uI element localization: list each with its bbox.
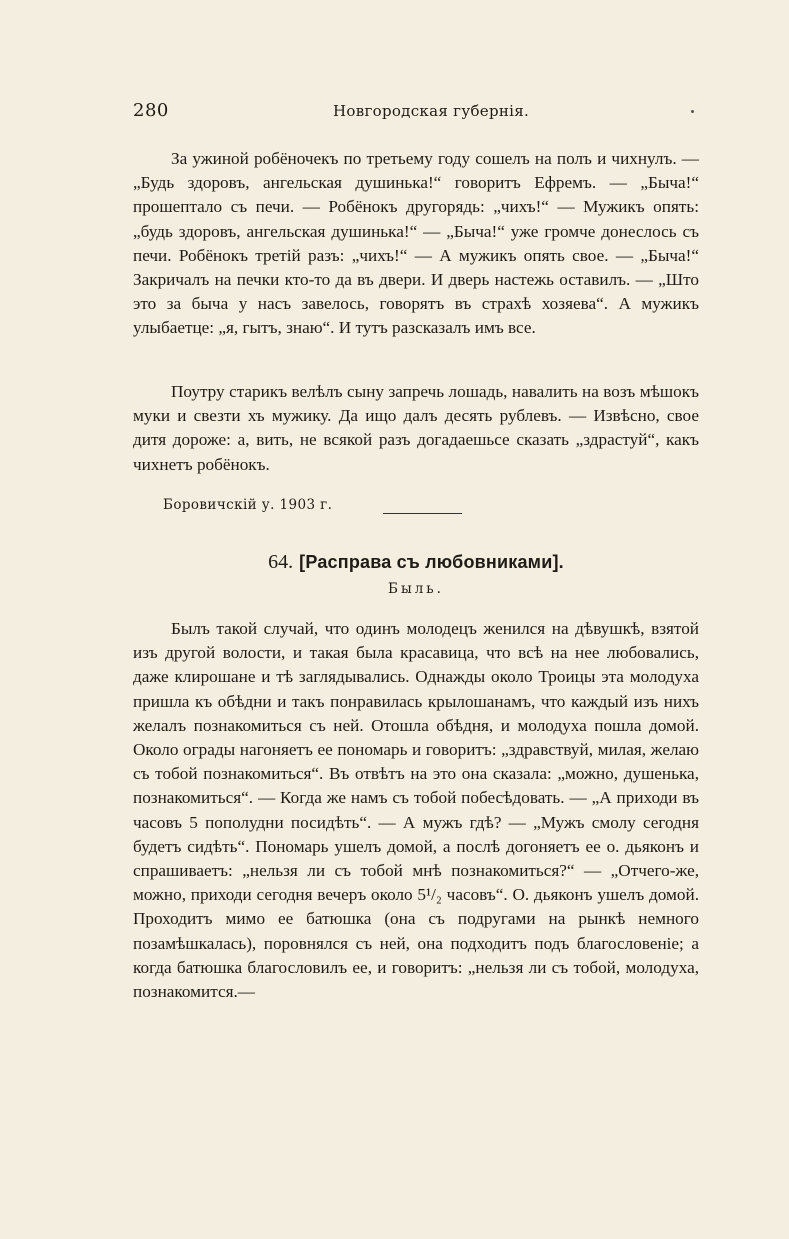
story-number: 64.	[268, 551, 294, 573]
page-number: 280	[133, 100, 169, 121]
page-header	[133, 100, 693, 126]
story-title: [Расправа съ любовниками].	[299, 552, 564, 572]
paragraph-text: За ужиной робёночекъ по третьему году сошелъ на полъ и чихнулъ. — „Будь здоровъ, ангельская душинька!“ говоритъ Ефремъ. — „Быча!“ прошептало съ печи. — Робёнокъ другорядь: „чихъ!“ — Мужикъ опять: „будь здоровъ, ангельская душинька!“ — „Быча!“ уже громче донеслось съ печи. Робёнокъ третій разъ: „чихъ!“ — А мужикъ опять свое. — „Быча!“ Закричалъ на печки кто-то да въ двери. И дверь настежь оставилъ. — „Што это за быча у насъ завелось, говорятъ въ страхѣ хозяева“. А мужикъ улыбаетце: „я, гытъ, знаю“. И тутъ разсказалъ имъ все.	[133, 149, 699, 338]
source-signature: Боровичскій у. 1903 г.	[163, 497, 333, 513]
story-body	[133, 617, 699, 1004]
story-genre: Быль.	[388, 581, 444, 597]
paragraph-2	[133, 380, 699, 477]
section-divider	[383, 513, 462, 514]
speck-mark	[691, 110, 694, 113]
paragraph-1	[133, 147, 699, 341]
paragraph-text: Былъ такой случай, что одинъ молодецъ женился на дѣвушкѣ, взятой изъ другой волости, и такая была красавица, что всѣ на нее любовались, даже клирошане и тѣ заглядывались. Однажды около Троицы эта молодуха пришла къ обѣдни и такъ понравилась крылошанамъ, что каждый изъ нихъ желалъ познакомиться съ ней. Отошла обѣдня, и молодуха пошла домой. Около ограды нагоняетъ ее пономарь и говоритъ: „здравствуй, милая, желаю съ тобой познакомиться“. Въ отвѣтъ на это она сказала: „можно, душенька, познакомиться“. — Когда же намъ съ тобой побесѣдовать. — „А приходи въ часовъ 5 пополудни посидѣть“. — А мужъ гдѣ? — „Мужъ смолу сегодня будетъ сидѣть“. Пономарь ушелъ домой, а послѣ догоняетъ ее о. дьяконъ и спрашиваетъ: „нельзя ли съ тобой мнѣ познакомиться?“ — „Отчего-же, можно, приходи сегодня вечеръ около 5¹/₂ часовъ“. О. дьяконъ ушелъ домой. Проходитъ мимо ее батюшка (она съ подругами на рынкѣ немного позамѣшкалась), поровнялся съ ней, она подходитъ подъ благословеніе; а когда батюшка благословилъ ее, и говоритъ: „нельзя ли съ тобой, молодуха, познакомится.—	[133, 619, 699, 1002]
running-title: Новгородская губернія.	[333, 102, 530, 120]
paragraph-text: Поутру старикъ велѣлъ сыну запречь лошадь, навалить на возъ мѣшокъ муки и свезти хъ мужику. Да ищо далъ десять рублевъ. — Извѣсно, свое дитя дороже: а, вить, не всякой разъ догадаешьсе сказать „здрастуй“, какъ чихнетъ робёнокъ.	[133, 382, 699, 474]
story-heading	[133, 551, 699, 574]
